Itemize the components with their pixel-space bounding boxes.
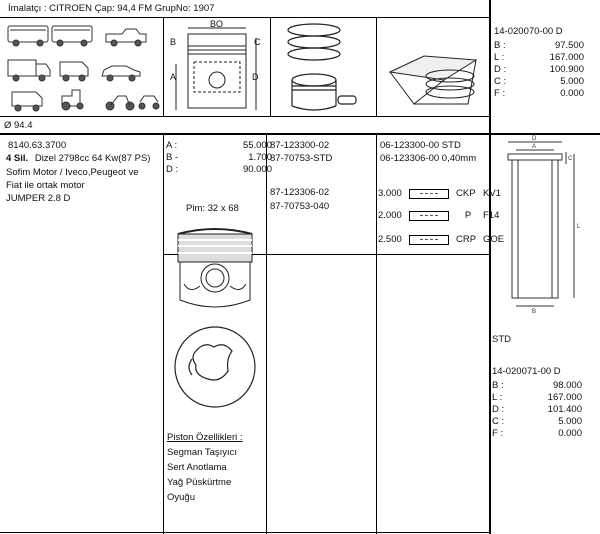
liner-label-c: C xyxy=(568,156,573,162)
ring-code-short: KV1 xyxy=(483,188,501,199)
spec-key: L : xyxy=(492,392,503,403)
ring-row xyxy=(378,188,501,199)
spec-value: 0.000 xyxy=(558,428,582,439)
ring-type: CRP xyxy=(456,234,477,245)
ring-profile-icon xyxy=(409,211,449,221)
col-divider-1 xyxy=(163,17,164,117)
spec-key: B : xyxy=(492,380,504,391)
ring-type: P xyxy=(464,210,472,221)
features-title: Piston Özellikleri : xyxy=(167,432,243,443)
liner-label-d: D xyxy=(532,136,537,142)
spec-value: 0.000 xyxy=(560,88,584,99)
engine-cylinders-row xyxy=(6,153,150,165)
engine-line-5: JUMPER 2.8 D xyxy=(6,193,71,204)
spec-value: 167.000 xyxy=(549,52,584,63)
piston-side-drawing xyxy=(170,222,260,322)
drawing-label-d: D xyxy=(252,72,259,82)
ring-profile-icon xyxy=(409,235,449,245)
drawing-label-bo: BO xyxy=(210,19,224,29)
feature-item: Segman Taşıyıcı xyxy=(167,447,238,458)
spec-key: D : xyxy=(494,64,507,75)
spec-key: F : xyxy=(494,88,506,99)
main-right-border xyxy=(489,0,491,534)
drawing-label-b: B xyxy=(170,37,177,47)
ring-code: 06-123300-00 STD xyxy=(380,140,461,151)
spec-key: F : xyxy=(492,428,504,439)
header-divider xyxy=(0,17,490,18)
ring-code-short: GOE xyxy=(483,234,505,245)
engine-line-4: Fiat ile ortak motor xyxy=(6,180,85,191)
feature-item: Sert Anotlama xyxy=(167,462,227,473)
feature-item: Yağ Püskürtme xyxy=(167,477,232,488)
piston-top-drawing xyxy=(170,325,260,415)
liner2-specs xyxy=(492,380,582,440)
ring-code-short: F14 xyxy=(483,210,500,221)
spec-value: 97.500 xyxy=(554,40,584,51)
spec-value: 101.400 xyxy=(547,404,582,415)
spec-key: L : xyxy=(494,52,505,63)
col-divider-3b xyxy=(376,134,377,534)
liner1-specs xyxy=(494,40,584,100)
spec-key: B : xyxy=(494,40,506,51)
ring-row xyxy=(378,234,504,245)
drawing-label-c: C xyxy=(254,37,261,47)
drawing-label-a: A xyxy=(170,72,177,82)
header-title: İmalatçı : CITROEN Çap: 94,4 FM GrupNo: 1907 xyxy=(8,3,215,14)
piston-dimension-drawing xyxy=(168,20,266,114)
liner-label-l: L xyxy=(577,224,581,230)
ring-profile-icon xyxy=(409,189,449,199)
spec-value: 5.000 xyxy=(558,416,582,427)
piston-code: 87-70753-040 xyxy=(270,201,330,212)
bottom-border xyxy=(0,532,490,533)
piston-rings-illustration xyxy=(280,20,370,114)
ring-size: 3.000 xyxy=(378,188,402,199)
col-divider-3 xyxy=(376,17,377,117)
dim-value: 1.700 xyxy=(248,152,272,163)
piston-code: 87-123300-02 xyxy=(270,140,330,151)
std-label: STD xyxy=(492,334,511,345)
dim-key: B - xyxy=(166,152,179,163)
piston-code: 87-123306-02 xyxy=(270,187,330,198)
spec-value: 5.000 xyxy=(560,76,584,87)
spec-key: C : xyxy=(492,416,505,427)
ring-size: 2.000 xyxy=(378,210,402,221)
col-divider-2b xyxy=(266,134,267,534)
ring-row xyxy=(378,210,499,221)
col-divider-2 xyxy=(270,17,271,117)
spec-key: C : xyxy=(494,76,507,87)
engine-line-3: Sofim Motor / Iveco,Peugeot ve xyxy=(6,167,139,178)
ring-size: 2.500 xyxy=(378,234,402,245)
liner-dimension-drawing xyxy=(494,134,590,314)
dim-key: D : xyxy=(166,164,179,175)
engine-description: Dizel 2798cc 64 Kw(87 PS) xyxy=(34,153,151,164)
vehicle-types-illustration xyxy=(6,20,161,114)
piston-dimensions xyxy=(166,140,272,176)
diameter-label: Ø 94.4 xyxy=(4,120,33,131)
liner1-code: 14-020070-00 D xyxy=(494,26,563,37)
dim-value: 55.000 xyxy=(242,140,272,151)
liner-label-a: A xyxy=(532,144,537,150)
engine-code: 8140.63.3700 xyxy=(8,140,67,151)
piston-code: 87-70753-STD xyxy=(270,153,333,164)
dim-value: 90.000 xyxy=(242,164,272,175)
liner-label-b: B xyxy=(532,309,537,315)
cylinder-liner-illustration xyxy=(384,20,486,114)
spec-value: 167.000 xyxy=(547,392,582,403)
image-row-bottom xyxy=(0,116,490,117)
spec-value: 98.000 xyxy=(552,380,582,391)
pin-size: Pim: 32 x 68 xyxy=(186,203,239,214)
feature-item: Oyuğu xyxy=(167,492,195,503)
engine-cylinders: 4 Sil. xyxy=(6,153,29,164)
col-divider-1b xyxy=(163,134,164,534)
ring-code: 06-123306-00 0,40mm xyxy=(380,153,477,164)
ring-type: CKP xyxy=(456,188,476,199)
liner2-code: 14-020071-00 D xyxy=(492,366,561,377)
spec-key: D : xyxy=(492,404,505,415)
spec-value: 100.900 xyxy=(549,64,584,75)
dim-key: A : xyxy=(166,140,178,151)
